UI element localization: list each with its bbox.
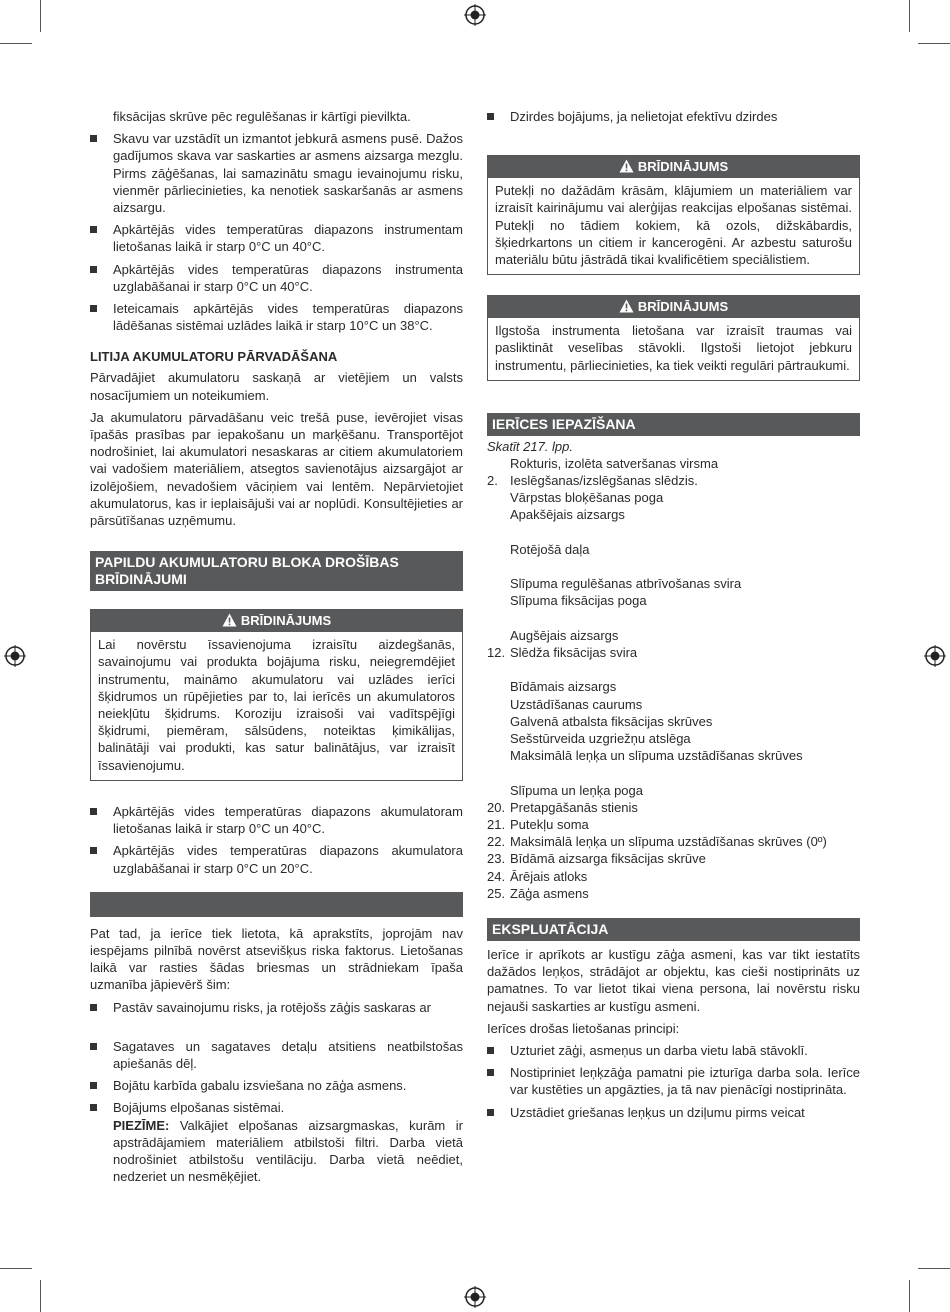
list-item: Galvenā atbalsta fiksācijas skrūves bbox=[510, 713, 713, 729]
bullet-square-icon bbox=[487, 113, 494, 120]
list-item: 23. Bīdāmā aizsarga fiksācijas skrūve bbox=[487, 851, 706, 867]
list-item bbox=[487, 610, 860, 627]
list-item: Slīpuma regulēšanas atbrīvošanas svira bbox=[510, 576, 742, 592]
warning-triangle-icon bbox=[619, 299, 634, 313]
bullet-square-icon bbox=[487, 1109, 494, 1116]
warning-text: Lai novērstu īssavienojuma izraisītu aizdegšanās, savainojumu vai produkta bojājuma risku, neiegremdējiet instrumentu, maināmo akumulatoru vai uzlādes ierīci šķidrumos un rūpējieties par to, lai ierīcēs un akumulatoros neiekļūtu šķidrums. Koroziju izraisoši vai vadītspējīgi šķidrumi, piemēram, sālsūdens, noteiktas ķimikālijas, balinātāji vai produkti, kas satur balinātājus, var izraisīt īssavienojumu. bbox=[98, 637, 455, 773]
bullet-square-icon bbox=[90, 1082, 97, 1089]
list-item: Dzirdes bojājums, ja nelietojat efektīvu dzirdes bbox=[487, 108, 860, 125]
crop-mark bbox=[918, 43, 950, 44]
note-label: PIEZĪME: bbox=[113, 1117, 170, 1133]
list-item: Uzturiet zāģi, asmeņus un darba vietu labā stāvoklī. bbox=[487, 1042, 860, 1059]
list-item: Apkārtējās vides temperatūras diapazons instrumenta uzglabāšanai ir starp 0°C un 40°C. bbox=[90, 261, 463, 295]
list-item: 2. Ieslēgšanas/izslēgšanas slēdzis. bbox=[487, 473, 698, 489]
bullet-list-risks bbox=[90, 999, 463, 1186]
list-item: 21. Putekļu soma bbox=[487, 817, 589, 833]
warning-header: BRĪDINĀJUMS bbox=[488, 296, 859, 318]
bullet-square-icon bbox=[90, 847, 97, 854]
bullet-square-icon bbox=[90, 1104, 97, 1111]
list-item bbox=[487, 524, 860, 541]
registration-mark-icon bbox=[4, 645, 26, 667]
residual-risk-heading bbox=[90, 892, 463, 917]
crop-mark bbox=[0, 1268, 32, 1269]
registration-mark-icon bbox=[464, 1286, 486, 1308]
bullet-list-battery-temp bbox=[90, 803, 463, 877]
bullet-square-icon bbox=[90, 135, 97, 142]
left-column bbox=[90, 108, 463, 1190]
list-item: Slīpuma un leņķa poga bbox=[510, 782, 643, 798]
device-intro-heading: IERĪCES IEPAZĪŠANA bbox=[487, 413, 860, 436]
list-item bbox=[487, 661, 860, 678]
warning-triangle-icon bbox=[222, 613, 237, 627]
bullet-square-icon bbox=[487, 1047, 494, 1054]
crop-mark bbox=[0, 43, 32, 44]
warning-header: BRĪDINĀJUMS bbox=[488, 156, 859, 178]
list-item: Ieteicamais apkārtējās vides temperatūras diapazons lādēšanas sistēmai uzlādes laikā ir starp 10°C un 38°C. bbox=[90, 300, 463, 334]
bullet-square-icon bbox=[90, 226, 97, 233]
battery-paragraph-1: Pārvadājiet akumulatoru saskaņā ar vietējiem un valsts nosacījumiem un noteikumiem. bbox=[90, 370, 463, 403]
list-item: 20. Pretapgāšanās stienis bbox=[487, 799, 638, 815]
list-item: Bojātu karbīda gabalu izsviešana no zāģa asmens. bbox=[90, 1077, 463, 1094]
intro-line: fiksācijas skrūve pēc regulēšanas ir kārtīgi pievilkta. bbox=[113, 109, 411, 124]
warning-text: Putekļi no dažādām krāsām, klājumiem un materiāliem var izraisīt kairinājumu vai alerģijas reakcijas elpošanas sistēmai. Putekļi no tādiem kokiem, kā ozols, dižskābardis, šķiedrkartons un citiem ir kancerogēni. Ar azbestu saturošu materiālu būtu jāstrādā tikai kvalificētiem speciālistiem. bbox=[495, 183, 852, 268]
crop-mark bbox=[918, 1268, 950, 1269]
warning-triangle-icon bbox=[619, 159, 634, 173]
registration-mark-icon bbox=[924, 645, 946, 667]
crop-mark bbox=[909, 0, 910, 32]
note-text: Valkājiet elpošanas aizsargmaskas, kurām ir apstrādājamiem materiāliem atbilstoši filtri. Darba vietā nodrošiniet atbilstošu ventilāciju. Darba vietā neēdiet, nedzeriet un nesmēķējiet. bbox=[113, 1117, 463, 1185]
bullet-square-icon bbox=[90, 266, 97, 273]
list-item: Skavu var uzstādīt un izmantot jebkurā asmens pusē. Dažos gadījumos skava var saskarties ar asmens aizsarga mezglu. Pirms zāģēšanas, lai samazinātu smagu ievainojumu risku, vienmēr pārliecinieties, ka nenotiek saskaršanās ar asmens aizsargu. bbox=[90, 130, 463, 216]
list-item: Apkārtējās vides temperatūras diapazons akumulatoram lietošanas laikā ir starp 0°C un 40°C. bbox=[90, 803, 463, 837]
registration-mark-icon bbox=[464, 4, 486, 26]
residual-risk-paragraph: Pat tad, ja ierīce tiek lietota, kā aprakstīts, joprojām nav iespējams pilnībā novērst atsevišķus riska faktorus. Lietošanas laikā var rasties šādas briesmas un strādniekam īpaša uzmanība jāpievērš šim: bbox=[90, 925, 463, 993]
bullet-list-hearing bbox=[487, 108, 860, 125]
list-item: 12. Slēdža fiksācijas svira bbox=[487, 645, 638, 661]
right-column bbox=[487, 108, 860, 1126]
extra-battery-safety-heading: PAPILDU AKUMULATORU BLOKA DROŠĪBAS BRĪDINĀJUMI bbox=[90, 551, 463, 591]
see-page-reference: Skatīt 217. lpp. bbox=[487, 438, 573, 454]
warning-box bbox=[90, 609, 463, 781]
list-item: Uzstādiet griešanas leņķus un dziļumu pirms veicat bbox=[487, 1104, 860, 1121]
list-item: Sagataves un sagataves detaļu atsitiens neatbilstošas apiešanās dēļ. bbox=[90, 1038, 463, 1072]
parts-list bbox=[487, 455, 860, 902]
bullet-square-icon bbox=[90, 1004, 97, 1011]
warning-box-prolonged-use bbox=[487, 295, 860, 381]
list-item: Rokturis, izolēta satveršanas virsma bbox=[510, 455, 719, 471]
list-item: 24. Ārējais atloks bbox=[487, 868, 588, 884]
list-item: Nostipriniet leņķzāģa pamatni pie izturīga darba sola. Ierīce var kustēties un apgāzties, ja tā nav pienācīgi nostiprināta. bbox=[487, 1064, 860, 1098]
bullet-square-icon bbox=[90, 305, 97, 312]
list-item: Apakšējais aizsargs bbox=[510, 507, 625, 523]
bullet-square-icon bbox=[90, 1043, 97, 1050]
bullet-square-icon bbox=[90, 808, 97, 815]
list-item bbox=[487, 558, 860, 575]
bullet-list-usage bbox=[90, 130, 463, 334]
list-item: 22. Maksimālā leņķa un slīpuma uzstādīšanas skrūves (0º) bbox=[487, 834, 827, 850]
list-item: Rotējošā daļa bbox=[510, 541, 590, 557]
bullet-square-icon bbox=[487, 1069, 494, 1076]
list-item: Augšējais aizsargs bbox=[510, 627, 619, 643]
warning-box-dust bbox=[487, 155, 860, 275]
list-item: Apkārtējās vides temperatūras diapazons akumulatora uzglabāšanai ir starp 0°C un 20°C. bbox=[90, 842, 463, 876]
list-item: Apkārtējās vides temperatūras diapazons instrumentam lietošanas laikā ir starp 0°C un 40°C. bbox=[90, 221, 463, 255]
operation-paragraph: Ierīce ir aprīkots ar kustīgu zāģa asmeni, kas var tikt iestatīts dažādos leņķos, strādājot ar objektu, kas cieši nostiprināts uz pamatnes. To var lietot tikai viena persona, lai novērstu risku nejauši saskarties ar kustīgu asmeni. bbox=[487, 947, 860, 1014]
list-item: 25. Zāģa asmens bbox=[487, 885, 589, 901]
warning-header: BRĪDINĀJUMS bbox=[91, 610, 462, 632]
list-item bbox=[487, 764, 860, 781]
list-item: Bojājums elpošanas sistēmai. PIEZĪME: Valkājiet elpošanas aizsargmaskas, kurām ir apstrādājamiem materiāliem atbilstoši filtri. Darba vietā nodrošiniet atbilstošu ventilāciju. Darba vietā neēdiet, nedzeriet un nesmēķējiet. bbox=[90, 1099, 463, 1185]
list-item: Bīdāmais aizsargs bbox=[510, 679, 617, 695]
crop-mark bbox=[40, 1280, 41, 1312]
operation-heading: EKSPLUATĀCIJA bbox=[487, 918, 860, 941]
battery-transport-heading: LITIJA AKUMULATORU PĀRVADĀŠANA bbox=[90, 349, 338, 365]
crop-mark bbox=[40, 0, 41, 32]
list-item: Pastāv savainojumu risks, ja rotējošs zāģis saskaras ar bbox=[90, 999, 463, 1016]
battery-paragraph-2: Ja akumulatoru pārvadāšanu veic trešā puse, ievērojiet visas īpašās prasības par iepakošanu un marķēšanu. Transportējot nodrošiniet, lai akumulatori nesaskaras ar citiem akumulatoriem vai vadošiem materiāliem, atsegtos savienotājus aizsargājot ar izolējošiem, nevadošiem vāciņiem vai lentēm. Nepārvietojiet akumulatorus, kas ir ieplaisājuši vai ar noplūdi. Konsultējieties ar pārsūtīšanas uzņēmumu. bbox=[90, 409, 463, 529]
list-item: Sešstūrveida uzgriežņu atslēga bbox=[510, 731, 691, 747]
list-item: Slīpuma fiksācijas poga bbox=[510, 593, 647, 609]
crop-mark bbox=[909, 1280, 910, 1312]
warning-text: Ilgstoša instrumenta lietošana var izraisīt traumas vai pasliktināt veselības stāvokli. Ilgstoši lietojot jebkuru instrumentu, pārliecinieties, ka tiek veikti regulāri pārtraukumi. bbox=[495, 323, 852, 373]
principles-line: Ierīces drošas lietošanas principi: bbox=[487, 1020, 680, 1036]
list-item: Maksimālā leņķa un slīpuma uzstādīšanas skrūves bbox=[510, 748, 803, 764]
list-item: Vārpstas bloķēšanas poga bbox=[510, 490, 664, 506]
list-item: Uzstādīšanas caurums bbox=[510, 696, 643, 712]
bullet-list-operation bbox=[487, 1042, 860, 1121]
